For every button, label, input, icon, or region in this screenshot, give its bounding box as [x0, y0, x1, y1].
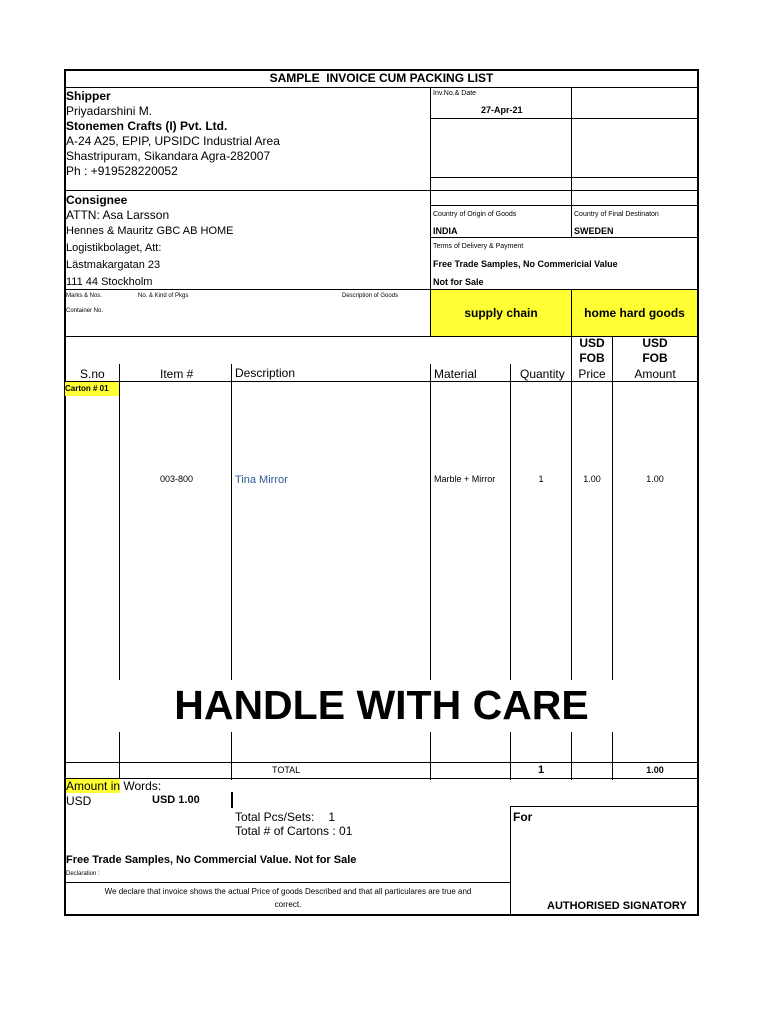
terms-label: Terms of Delivery & Payment [433, 243, 524, 250]
col-stub-1 [119, 732, 120, 780]
col-header-sno: S.no [80, 367, 105, 381]
invoice-date: 27-Apr-21 [481, 105, 523, 115]
declaration-label: Declaration : [66, 871, 100, 877]
col-header-amount-currency: USD [642, 336, 668, 350]
words-divider [510, 806, 699, 807]
outer-border-bottom [64, 914, 699, 916]
col-header-amount: Amount [634, 367, 676, 381]
goods-desc-label: Description of Goods [342, 293, 399, 299]
consignee-line2: Logistikbolaget, Att: [66, 242, 162, 254]
destination-value: SWEDEN [574, 226, 614, 236]
title-divider [64, 87, 699, 88]
home-hard-goods-label: home hard goods [584, 306, 685, 320]
col-header-price-terms: FOB [579, 351, 605, 365]
shipper-divider [64, 190, 699, 191]
shipper-name: Priyadarshini M. [66, 104, 153, 118]
consignee-heading: Consignee [66, 193, 128, 207]
invoice-inner-divider [571, 87, 572, 237]
invoice-label: Inv.No.& Date [433, 90, 477, 97]
terms-line2: Not for Sale [433, 277, 484, 287]
col-line-2 [231, 364, 232, 680]
col-line-3 [430, 364, 431, 680]
row-price: 1.00 [583, 474, 601, 484]
total-pcs-value: 1 [328, 810, 336, 824]
total-label: TOTAL [272, 765, 301, 775]
for-divider [510, 806, 511, 916]
total-pcs-label: Total Pcs/Sets: [235, 810, 315, 824]
col-header-item: Item # [160, 367, 194, 381]
amount-in-words-highlight: Amount in [66, 779, 121, 793]
marks-label: Marks & Nos. [66, 293, 103, 299]
col-stub-3 [430, 732, 431, 780]
shipper-company: Stonemen Crafts (I) Pvt. Ltd. [66, 119, 228, 133]
page-title: SAMPLE INVOICE CUM PACKING LIST [269, 71, 494, 85]
outer-border-right [697, 69, 699, 916]
row-item: 003-800 [160, 474, 194, 484]
total-divider-top [64, 762, 699, 763]
origin-label: Country of Origin of Goods [433, 211, 517, 218]
origin-divider-top [430, 205, 699, 206]
declaration-line1: We declare that invoice shows the actual Price of goods Described and that all particulares are true and [104, 887, 472, 896]
consignee-line3: Lästmakargatan 23 [66, 259, 161, 271]
invoice-divider-2 [430, 177, 699, 178]
origin-divider-bottom [430, 237, 699, 238]
carton-label: Carton # 01 [65, 382, 119, 396]
handle-with-care: HANDLE WITH CARE [174, 682, 589, 728]
authorised-signatory: AUTHORISED SIGNATORY [547, 900, 687, 912]
invoice-divider-1 [430, 118, 699, 119]
col-header-price-currency: USD [579, 336, 605, 350]
col-stub-5 [571, 732, 572, 780]
col-line-6 [612, 336, 613, 680]
total-pcs [235, 810, 335, 824]
origin-value: INDIA [433, 226, 458, 236]
row-amount: 1.00 [646, 474, 664, 484]
supply-chain-label: supply chain [464, 306, 538, 320]
shipper-phone: Ph : +919528220052 [66, 164, 178, 178]
row-description: Tina Mirror [235, 474, 288, 486]
words-value: USD 1.00 [152, 794, 200, 806]
declaration-divider [64, 882, 511, 883]
col-header-price: Price [578, 367, 606, 381]
col-line-1 [119, 364, 120, 680]
amount-in-words [66, 779, 161, 793]
total-cartons: Total # of Cartons : 01 [235, 824, 353, 838]
shipper-heading: Shipper [66, 89, 111, 103]
terms-line1: Free Trade Samples, No Commericial Value [433, 259, 618, 269]
words-currency: USD [66, 794, 92, 808]
destination-label: Country of Final Destinaton [574, 211, 659, 218]
col-header-amount-terms: FOB [642, 351, 668, 365]
consignee-attn: ATTN: Asa Larsson [66, 208, 170, 222]
for-label: For [513, 810, 533, 824]
free-trade-note: Free Trade Samples, No Commercial Value. Not for Sale [66, 854, 357, 866]
row-material: Marble + Mirror [434, 474, 496, 484]
pkgs-label: No. & Kind of Pkgs [138, 293, 189, 299]
shipper-address1: A-24 A25, EPIP, UPSIDC Industrial Area [66, 134, 280, 148]
header-divider-bottom [64, 381, 699, 382]
col-line-4 [510, 364, 511, 680]
shipper-address2: Shastripuram, Sikandara Agra-282007 [66, 149, 271, 163]
col-stub-2 [231, 732, 232, 780]
total-amount: 1.00 [646, 765, 664, 775]
col-header-description: Description [235, 366, 296, 380]
amount-in-words-label: Words: [120, 779, 162, 793]
col-header-quantity: Quantity [520, 367, 565, 381]
container-label: Container No. [66, 308, 104, 314]
row-quantity: 1 [538, 474, 544, 484]
declaration-line2: correct. [274, 900, 302, 909]
total-quantity: 1 [537, 764, 545, 776]
consignee-line1: Hennes & Mauritz GBC AB HOME [66, 225, 234, 237]
col-header-material: Material [434, 367, 477, 381]
words-value-rule [231, 792, 233, 808]
consignee-line4: 111 44 Stockholm [66, 276, 153, 288]
